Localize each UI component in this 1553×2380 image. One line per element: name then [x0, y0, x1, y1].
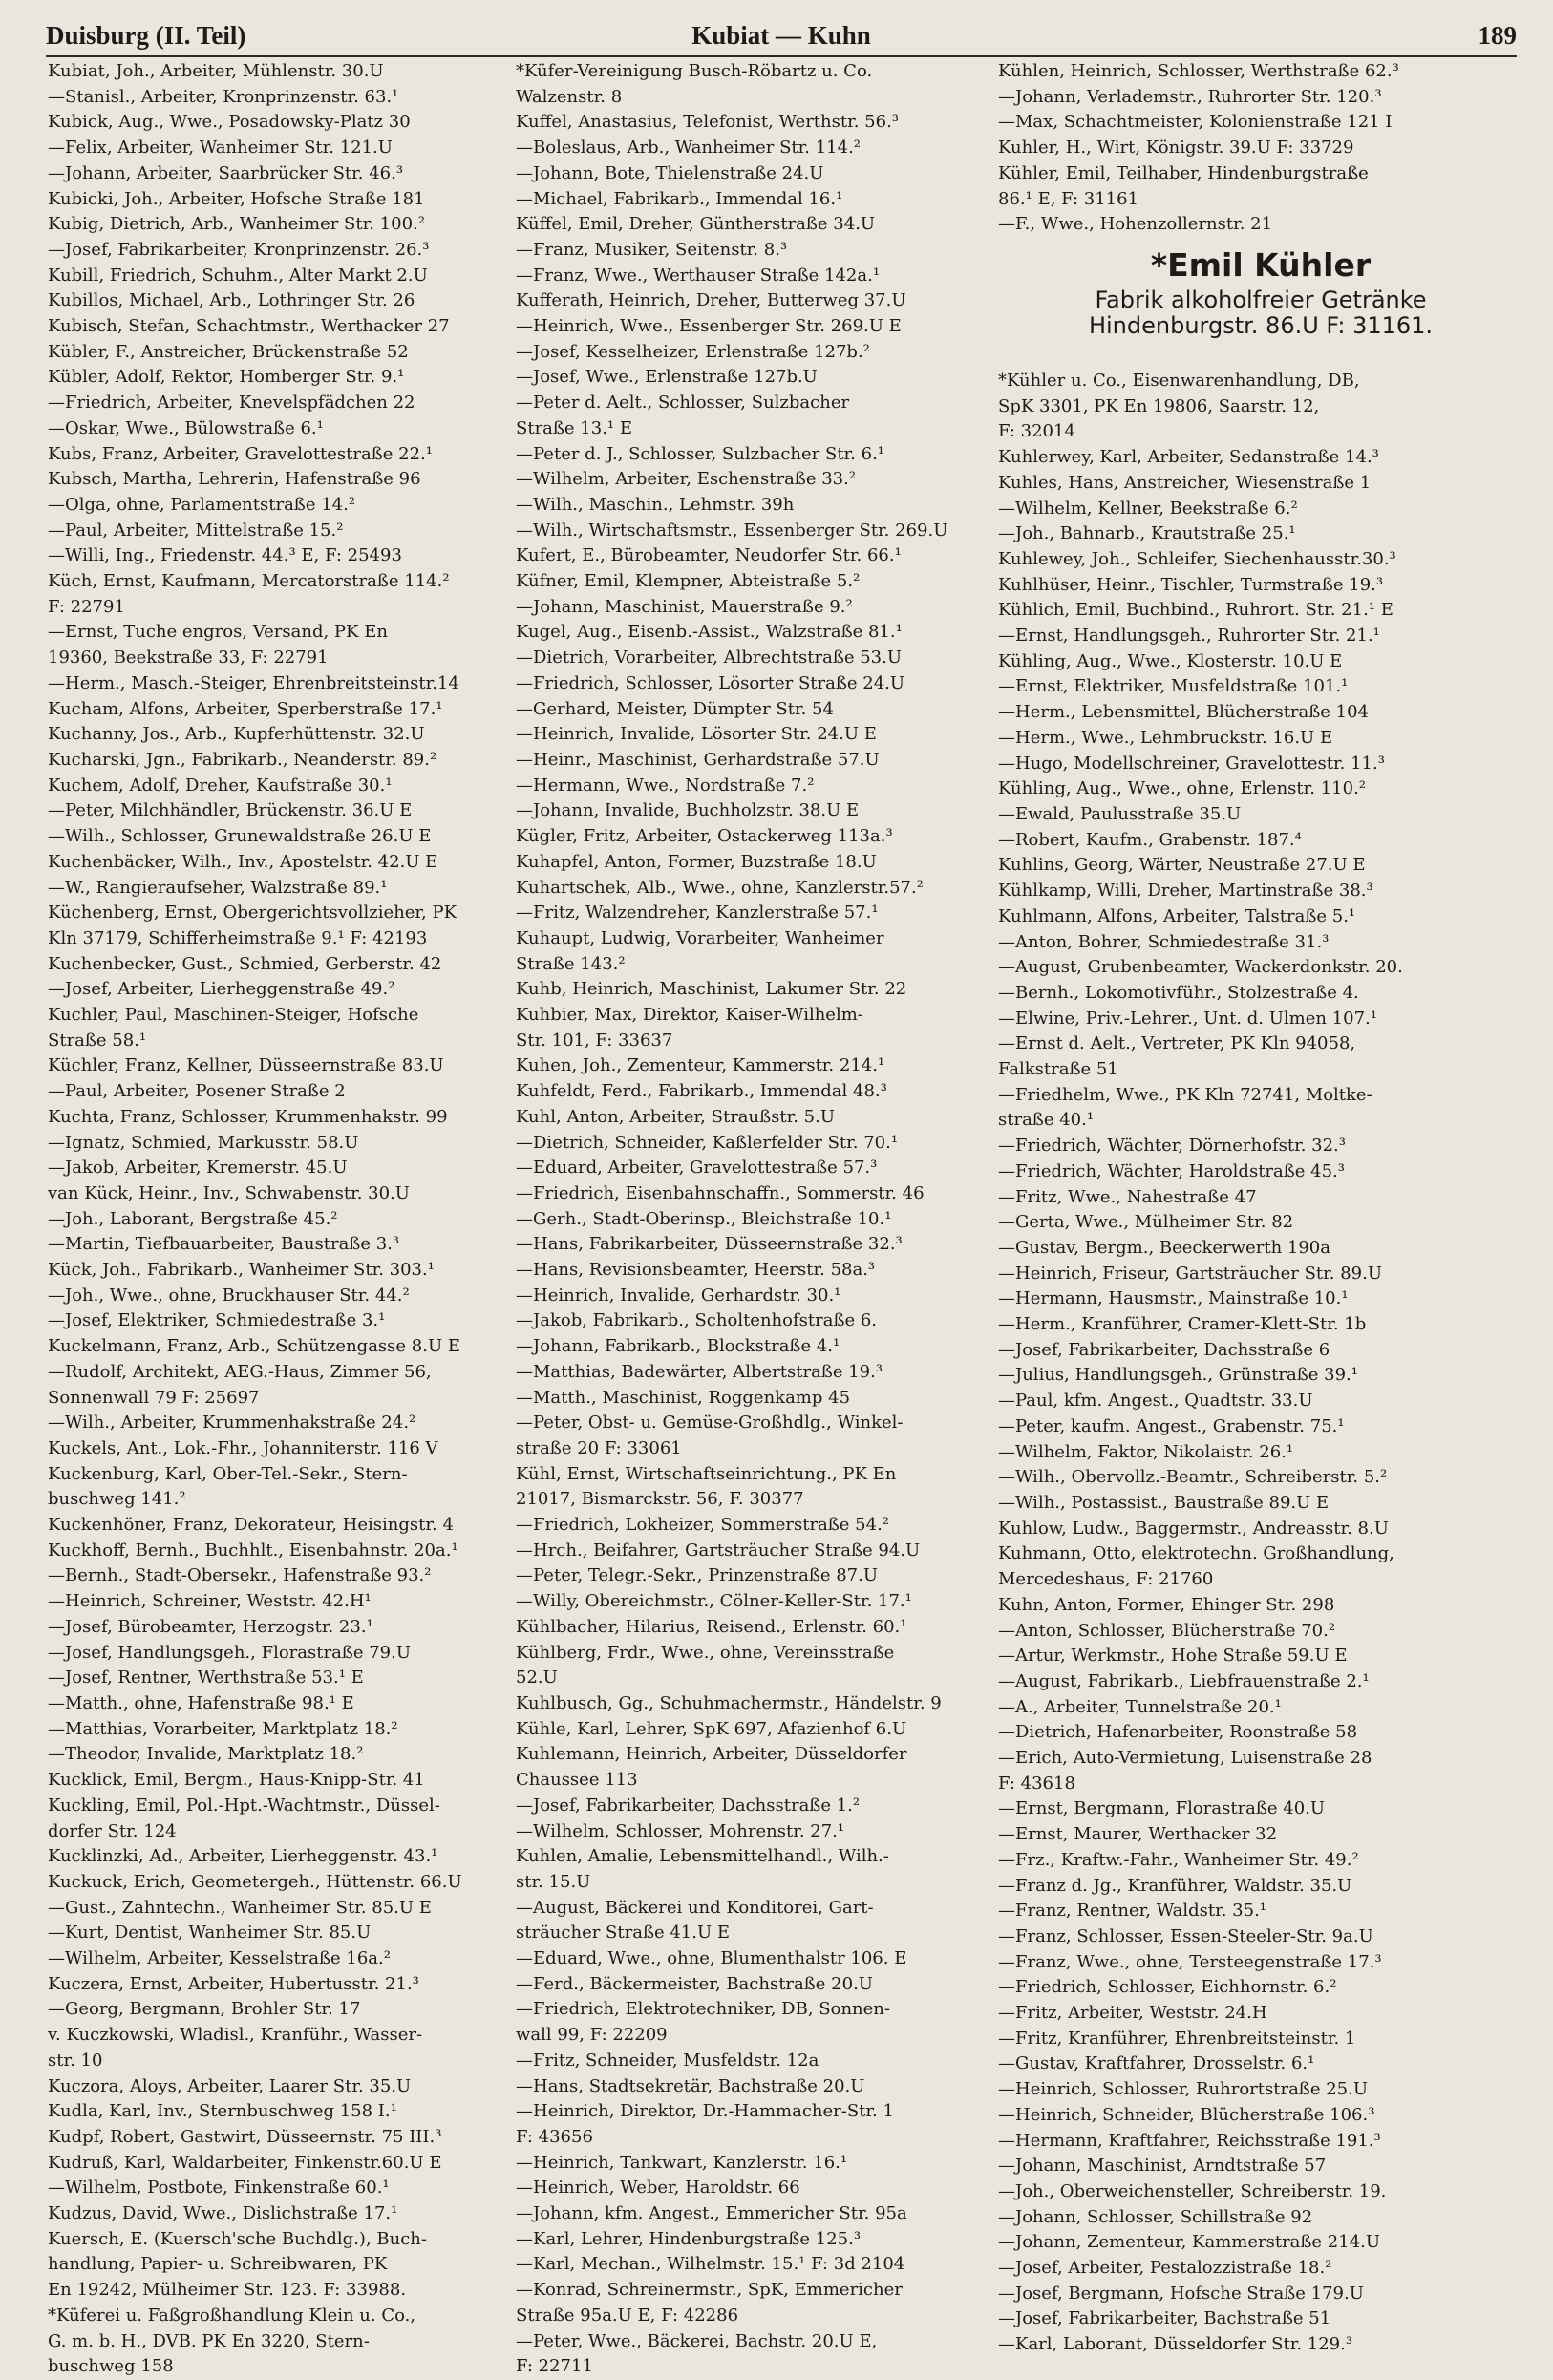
directory-entry: F: 22711	[516, 2356, 593, 2377]
page-header	[46, 17, 1517, 57]
directory-entry: —Konrad, Schreinermstr., SpK, Emmericher	[516, 2280, 903, 2301]
directory-entry: —Heinrich, Tankwart, Kanzlerstr. 16.¹	[516, 2152, 848, 2173]
directory-entry: —Johann, Bote, Thielenstraße 24.U	[516, 162, 824, 183]
directory-entry: —August, Bäckerei und Konditorei, Gart-	[516, 1897, 874, 1918]
directory-entry: Kuhmann, Otto, elektrotechn. Großhandlung,	[998, 1543, 1394, 1564]
header-city: Duisburg (II. Teil)	[46, 21, 246, 50]
directory-entry: —Ernst, Tuche engros, Versand, PK En	[48, 622, 388, 643]
directory-entry: handlung, Papier- u. Schreibwaren, PK	[48, 2254, 388, 2275]
directory-entry: —Georg, Bergmann, Brohler Str. 17	[48, 1999, 361, 2020]
directory-entry: Kuhbier, Max, Direktor, Kaiser-Wilhelm-	[516, 1005, 863, 1026]
advertisement-line: Hindenburgstr. 86.U F: 31161.	[1088, 312, 1434, 340]
directory-entry: Walzenstr. 8	[516, 86, 623, 107]
column-3	[998, 59, 1523, 2358]
directory-entry: —Johann, Fabrikarb., Blockstraße 4.¹	[516, 1336, 840, 1357]
directory-entry: Mercedeshaus, F: 21760	[998, 1569, 1214, 1590]
directory-entry: str. 10	[48, 2050, 103, 2071]
directory-entry: buschweg 158	[48, 2356, 174, 2377]
directory-entry: —Willy, Obereichmstr., Cölner-Keller-Str. 17.¹	[516, 1591, 912, 1612]
directory-entry: —Felix, Arbeiter, Wanheimer Str. 121.U	[48, 138, 393, 159]
directory-entry: —Josef, Arbeiter, Pestalozzistraße 18.²	[998, 2258, 1332, 2279]
directory-entry: —Matth., Maschinist, Roggenkamp 45	[516, 1387, 851, 1408]
directory-entry: —Friedrich, Wächter, Dörnerhofstr. 32.³	[998, 1136, 1346, 1157]
directory-entry: —Herm., Kranführer, Cramer-Klett-Str. 1b	[998, 1314, 1367, 1335]
directory-entry: Kuhb, Heinrich, Maschinist, Lakumer Str. 22	[516, 979, 907, 1000]
directory-entry: —Fritz, Walzendreher, Kanzlerstraße 57.¹	[516, 903, 879, 924]
directory-entry: —Gustav, Bergm., Beeckerwerth 190a	[998, 1237, 1330, 1258]
header-name-range: Kubiat — Kuhn	[691, 21, 871, 50]
column-2	[516, 59, 989, 2380]
directory-entry: —Hrch., Beifahrer, Gartsträucher Straße 94.U	[516, 1540, 921, 1561]
page-number: 189	[1478, 21, 1517, 50]
directory-entry: Kubsch, Martha, Lehrerin, Hafenstraße 96	[48, 469, 421, 490]
directory-entry: —Joh., Laborant, Bergstraße 45.²	[48, 1208, 338, 1229]
directory-entry: —Heinrich, Weber, Haroldstr. 66	[516, 2178, 800, 2199]
directory-entry: —Hermann, Kraftfahrer, Reichsstraße 191.³	[998, 2130, 1381, 2151]
directory-entry: SpK 3301, PK En 19806, Saarstr. 12,	[998, 395, 1320, 416]
directory-entry: Küch, Ernst, Kaufmann, Mercatorstraße 114.²	[48, 571, 450, 592]
directory-entry: —Franz d. Jg., Kranführer, Waldstr. 35.U	[998, 1875, 1352, 1896]
directory-entry: Sonnenwall 79 F: 25697	[48, 1387, 260, 1408]
directory-entry: Kuchanny, Jos., Arb., Kupferhüttenstr. 32.U	[48, 724, 425, 745]
directory-entry: —Josef, Bürobeamter, Herzogstr. 23.¹	[48, 1616, 373, 1637]
directory-entry: —Heinr., Maschinist, Gerhardstraße 57.U	[516, 749, 880, 770]
directory-entry: —Peter d. Aelt., Schlosser, Sulzbacher	[516, 393, 850, 414]
directory-entry: Kuczera, Ernst, Arbeiter, Hubertusstr. 21.³	[48, 1973, 419, 1994]
directory-entry: Kuhlhüser, Heinr., Tischler, Turmstraße 19.³	[998, 574, 1384, 595]
directory-entry: —Franz, Wwe., ohne, Tersteegenstraße 17.³	[998, 1951, 1382, 1972]
directory-entry: —Dietrich, Hafenarbeiter, Roonstraße 58	[998, 1722, 1358, 1743]
directory-entry: —Johann, Schlosser, Schillstraße 92	[998, 2206, 1313, 2227]
directory-entry: Kuchenbecker, Gust., Schmied, Gerberstr. 42	[48, 953, 442, 974]
directory-entry: Küffel, Emil, Dreher, Güntherstraße 34.U	[516, 214, 876, 235]
directory-entry: Kuczora, Aloys, Arbeiter, Laarer Str. 35.U	[48, 2075, 412, 2096]
directory-entry: *Kühler u. Co., Eisenwarenhandlung, DB,	[998, 371, 1360, 392]
directory-entry: Kudpf, Robert, Gastwirt, Düsseernstr. 75 III.³	[48, 2126, 442, 2147]
directory-entry: —Josef, Fabrikarbeiter, Kronprinzenstr. 26.³	[48, 239, 430, 260]
directory-entry: Küfner, Emil, Klempner, Abteistraße 5.²	[516, 571, 861, 592]
directory-entry: —Josef, Kesselheizer, Erlenstraße 127b.²	[516, 341, 870, 362]
directory-entry: Kuckhoff, Bernh., Buchhlt., Eisenbahnstr. 20a.¹	[48, 1540, 458, 1561]
directory-entry: Kuhlins, Georg, Wärter, Neustraße 27.U E	[998, 855, 1366, 876]
directory-entry: —Heinrich, Invalide, Lösorter Str. 24.U E	[516, 724, 877, 745]
directory-entry: —Wilh., Wirtschaftsmstr., Essenberger Str. 269.U	[516, 520, 948, 541]
directory-entry: Kuhl, Anton, Arbeiter, Straußstr. 5.U	[516, 1106, 836, 1127]
directory-entry: Küchler, Franz, Kellner, Düsseernstraße 83.U	[48, 1055, 444, 1076]
directory-entry: —Ewald, Paulusstraße 35.U	[998, 804, 1242, 824]
directory-entry: —Peter d. J., Schlosser, Sulzbacher Str. 6.¹	[516, 443, 885, 464]
directory-entry: Kuchler, Paul, Maschinen-Steiger, Hofsche	[48, 1005, 419, 1026]
directory-entry: 19360, Beekstraße 33, F: 22791	[48, 648, 329, 669]
directory-entry: —Paul, Arbeiter, Mittelstraße 15.²	[48, 520, 344, 541]
directory-entry: Kudruß, Karl, Waldarbeiter, Finkenstr.60.U E	[48, 2152, 442, 2173]
directory-entry: —Wilh., Maschin., Lehmstr. 39h	[516, 494, 795, 515]
directory-entry: —Johann, kfm. Angest., Emmericher Str. 95a	[516, 2203, 907, 2224]
directory-entry: —W., Rangieraufseher, Walzstraße 89.¹	[48, 877, 388, 898]
directory-entry: 21017, Bismarckstr. 56, F. 30377	[516, 1489, 804, 1510]
directory-entry: 86.¹ E, F: 31161	[998, 188, 1139, 209]
directory-entry: Kühling, Aug., Wwe., ohne, Erlenstr. 110.²	[998, 778, 1367, 799]
directory-entry: —Hermann, Hausmstr., Mainstraße 10.¹	[998, 1288, 1349, 1309]
directory-entry: —Friedrich, Arbeiter, Knevelspfädchen 22	[48, 393, 415, 414]
directory-entry: sträucher Straße 41.U E	[516, 1923, 731, 1944]
directory-entry: Kubig, Dietrich, Arb., Wanheimer Str. 100.²	[48, 214, 425, 235]
directory-entry: —Fritz, Kranführer, Ehrenbreitsteinstr. 1	[998, 2028, 1356, 2049]
directory-entry: —Friedhelm, Wwe., PK Kln 72741, Moltke-	[998, 1084, 1372, 1105]
directory-entry: Str. 101, F: 33637	[516, 1030, 673, 1051]
directory-entry: Kubs, Franz, Arbeiter, Gravelottestraße 22.¹	[48, 443, 433, 464]
directory-entry: —Friedrich, Schlosser, Lösorter Straße 24.U	[516, 672, 905, 693]
directory-entry: —Stanisl., Arbeiter, Kronprinzenstr. 63.¹	[48, 86, 399, 107]
directory-entry: F: 22791	[48, 596, 125, 617]
directory-entry: —Martin, Tiefbauarbeiter, Baustraße 3.³	[48, 1234, 400, 1255]
directory-entry: Chaussee 113	[516, 1770, 638, 1791]
directory-entry: Kuckels, Ant., Lok.-Fhr., Johanniterstr. 116 V	[48, 1437, 438, 1458]
directory-entry: —Herm., Masch.-Steiger, Ehrenbreitsteinstr.14	[48, 672, 459, 693]
directory-entry: —Heinrich, Friseur, Gartsträucher Str. 89.U	[998, 1263, 1383, 1284]
directory-entry: —Julius, Handlungsgeh., Grünstraße 39.¹	[998, 1365, 1358, 1386]
directory-entry: —Johann, Invalide, Buchholzstr. 38.U E	[516, 800, 860, 821]
directory-entry: Kuckenhöner, Franz, Dekorateur, Heisingstr. 4	[48, 1515, 454, 1536]
directory-entry: Kucharski, Jgn., Fabrikarb., Neanderstr. 89.²	[48, 749, 437, 770]
directory-entry: Kuchenbäcker, Wilh., Inv., Apostelstr. 42.U E	[48, 851, 438, 872]
directory-entry: Kügler, Fritz, Arbeiter, Ostackerweg 113a.³	[516, 826, 893, 847]
directory-entry: —Ernst, Handlungsgeh., Ruhrorter Str. 21.¹	[998, 626, 1380, 647]
directory-entry: En 19242, Mülheimer Str. 123. F: 33988.	[48, 2280, 407, 2301]
directory-entry: —Johann, Maschinist, Mauerstraße 9.²	[516, 596, 853, 617]
directory-entry: Kuhen, Joh., Zementeur, Kammerstr. 214.¹	[516, 1055, 885, 1076]
directory-entry: —Heinrich, Wwe., Essenberger Str. 269.U E	[516, 316, 902, 337]
directory-entry: —Eduard, Wwe., ohne, Blumenthalstr 106. E	[516, 1948, 907, 1969]
directory-entry: —Johann, Maschinist, Arndtstraße 57	[998, 2156, 1327, 2177]
directory-entry: —Josef, Bergmann, Hofsche Straße 179.U	[998, 2283, 1364, 2304]
directory-entry: Straße 58.¹	[48, 1030, 147, 1051]
directory-entry: —August, Grubenbeamter, Wackerdonkstr. 20.	[998, 957, 1403, 978]
directory-entry: Kuhlewey, Joh., Schleifer, Siechenhausstr.30.³	[998, 548, 1396, 569]
directory-entry: —Peter, Obst- u. Gemüse-Großhdlg., Winkel-	[516, 1413, 904, 1434]
directory-entry: Kudzus, David, Wwe., Dislichstraße 17.¹	[48, 2203, 398, 2224]
directory-entry: —Olga, ohne, Parlamentstraße 14.²	[48, 494, 356, 515]
directory-entry: —Ernst, Elektriker, Musfeldstraße 101.¹	[998, 676, 1349, 697]
directory-entry: —Matthias, Badewärter, Albertstraße 19.³	[516, 1361, 883, 1382]
directory-entry: —Friedrich, Eisenbahnschaffn., Sommerstr. 46	[516, 1182, 925, 1203]
directory-entry: —Wilh., Schlosser, Grunewaldstraße 26.U E	[48, 826, 432, 847]
directory-entry: Kln 37179, Schifferheimstraße 9.¹ F: 42193	[48, 927, 428, 948]
directory-entry: —Herm., Lebensmittel, Blücherstraße 104	[998, 702, 1370, 723]
directory-entry: —Johann, Verlademstr., Ruhrorter Str. 120.³	[998, 86, 1382, 107]
directory-entry: —Gerhard, Meister, Dümpter Str. 54	[516, 698, 834, 719]
directory-entry: —Hugo, Modellschreiner, Gravelottestr. 11.³	[998, 753, 1385, 774]
directory-entry: Kucham, Alfons, Arbeiter, Sperberstraße 17.¹	[48, 698, 443, 719]
directory-entry: —Ignatz, Schmied, Markusstr. 58.U	[48, 1132, 359, 1153]
directory-entry: —Max, Schachtmeister, Kolonienstraße 121 I	[998, 112, 1393, 133]
directory-entry: —Heinrich, Schreiner, Weststr. 42.H¹	[48, 1591, 372, 1612]
directory-entry: dorfer Str. 124	[48, 1820, 177, 1841]
directory-entry: —Franz, Wwe., Werthauser Straße 142a.¹	[516, 265, 881, 286]
directory-entry: Kugel, Aug., Eisenb.-Assist., Walzstraße 81.¹	[516, 622, 903, 643]
directory-entry: —Friedrich, Elektrotechniker, DB, Sonnen-	[516, 1999, 890, 2020]
directory-entry: —A., Arbeiter, Tunnelstraße 20.¹	[998, 1696, 1282, 1717]
directory-entry: Kuersch, E. (Kuersch'sche Buchdlg.), Buch-	[48, 2228, 427, 2249]
directory-entry: Kuhlbusch, Gg., Schuhmachermstr., Händelstr. 9	[516, 1693, 942, 1713]
directory-entry: Kübler, Adolf, Rektor, Homberger Str. 9.¹	[48, 367, 405, 388]
directory-entry: Kuhartschek, Alb., Wwe., ohne, Kanzlerstr.57.²	[516, 877, 924, 898]
directory-entry: —Wilhelm, Postbote, Finkenstraße 60.¹	[48, 2178, 390, 2199]
directory-entry: Kudla, Karl, Inv., Sternbuschweg 158 I.¹	[48, 2101, 397, 2122]
directory-entry: —Joh., Bahnarb., Krautstraße 25.¹	[998, 523, 1296, 544]
directory-entry: Straße 13.¹ E	[516, 417, 633, 438]
directory-entry: —Ferd., Bäckermeister, Bachstraße 20.U	[516, 1973, 873, 1994]
directory-entry: —Gerta, Wwe., Mülheimer Str. 82	[998, 1212, 1294, 1233]
directory-entry: Kubiat, Joh., Arbeiter, Mühlenstr. 30.U	[48, 61, 384, 81]
directory-entry: —Gust., Zahntechn., Wanheimer Str. 85.U E	[48, 1897, 432, 1918]
directory-entry: Kuhn, Anton, Former, Ehinger Str. 298	[998, 1594, 1335, 1615]
directory-entry: —Peter, Milchhändler, Brückenstr. 36.U E	[48, 800, 413, 821]
directory-entry: Kufert, E., Bürobeamter, Neudorfer Str. 66.¹	[516, 545, 902, 566]
directory-entry: —Johann, Arbeiter, Saarbrücker Str. 46.³	[48, 162, 404, 183]
directory-entry: —Hermann, Wwe., Nordstraße 7.²	[516, 775, 815, 796]
directory-entry: *Küfer-Vereinigung Busch-Röbartz u. Co.	[516, 61, 873, 81]
directory-entry: buschweg 141.²	[48, 1489, 186, 1510]
directory-entry: —Kurt, Dentist, Wanheimer Str. 85.U	[48, 1923, 372, 1944]
directory-entry: —Johann, Zementeur, Kammerstraße 214.U	[998, 2232, 1381, 2253]
directory-entry: —Theodor, Invalide, Marktplatz 18.²	[48, 1744, 364, 1765]
directory-entry: —Friedrich, Schlosser, Eichhornstr. 6.²	[998, 1977, 1337, 1998]
directory-entry: Küchenberg, Ernst, Obergerichtsvollzieher, PK	[48, 903, 457, 924]
directory-entry: F: 43656	[516, 2126, 593, 2147]
directory-entry: —Gustav, Kraftfahrer, Drosselstr. 6.¹	[998, 2053, 1315, 2074]
directory-entry: Kühlich, Emil, Buchbind., Ruhrort. Str. 21.¹ E	[998, 600, 1393, 621]
directory-entry: Kubick, Aug., Wwe., Posadowsky-Platz 30	[48, 112, 411, 133]
directory-entry: Kuchem, Adolf, Dreher, Kaufstraße 30.¹	[48, 775, 393, 796]
directory-entry: Kuckling, Emil, Pol.-Hpt.-Wachtmstr., Düssel-	[48, 1795, 440, 1816]
directory-entry: —Wilhelm, Schlosser, Mohrenstr. 27.¹	[516, 1820, 845, 1841]
directory-entry: Kuhlmann, Alfons, Arbeiter, Talstraße 5.¹	[998, 905, 1356, 926]
directory-entry: —Josef, Handlungsgeh., Florastraße 79.U	[48, 1642, 412, 1663]
directory-entry: Kuhfeldt, Ferd., Fabrikarb., Immendal 48.³	[516, 1081, 887, 1102]
directory-entry: —Franz, Schlosser, Essen-Steeler-Str. 9a.U	[998, 1925, 1373, 1946]
directory-entry: —Robert, Kaufm., Grabenstr. 187.⁴	[998, 829, 1302, 850]
directory-entry: —Peter, Telegr.-Sekr., Prinzenstraße 87.U	[516, 1565, 879, 1586]
directory-entry: —Peter, kaufm. Angest., Grabenstr. 75.¹	[998, 1415, 1345, 1436]
directory-entry: Straße 143.²	[516, 953, 626, 974]
directory-entry: Kühlberg, Frdr., Wwe., ohne, Vereinsstraße	[516, 1642, 895, 1663]
directory-entry: —Bernh., Stadt-Obersekr., Hafenstraße 93.²	[48, 1565, 432, 1586]
directory-entry: Kufferath, Heinrich, Dreher, Butterweg 37.U	[516, 290, 906, 311]
directory-entry: —Karl, Laborant, Düsseldorfer Str. 129.³	[998, 2334, 1353, 2355]
directory-entry: —Paul, kfm. Angest., Quadtstr. 33.U	[998, 1391, 1313, 1412]
directory-entry: —Friedrich, Lokheizer, Sommerstraße 54.²	[516, 1515, 890, 1536]
directory-entry: —Karl, Mechan., Wilhelmstr. 15.¹ F: 3d 2104	[516, 2254, 905, 2275]
advertisement	[998, 247, 1523, 340]
directory-entry: —Artur, Werkmstr., Hohe Straße 59.U E	[998, 1646, 1348, 1667]
directory-entry: —Bernh., Lokomotivführ., Stolzestraße 4.	[998, 982, 1359, 1003]
advertisement-line: Fabrik alkoholfreier Getränke	[1095, 286, 1427, 313]
directory-entry: —Josef, Arbeiter, Lierheggenstraße 49.²	[48, 979, 395, 1000]
directory-entry: —Franz, Rentner, Waldstr. 35.¹	[998, 1901, 1267, 1922]
directory-entry: —Heinrich, Invalide, Gerhardstr. 30.¹	[516, 1285, 841, 1306]
directory-entry: wall 99, F: 22209	[516, 2025, 668, 2046]
directory-entry: —Willi, Ing., Friedenstr. 44.³ E, F: 25493	[48, 545, 402, 566]
directory-entry: —Joh., Oberweichensteller, Schreiberstr. 19.	[998, 2180, 1387, 2201]
directory-entry: —Ernst, Bergmann, Florastraße 40.U	[998, 1798, 1326, 1819]
directory-entry: —Josef, Fabrikarbeiter, Dachsstraße 1.²	[516, 1795, 861, 1816]
directory-entry: Kubill, Friedrich, Schuhm., Alter Markt 2.U	[48, 265, 428, 286]
directory-entry: Kuchta, Franz, Schlosser, Krummenhakstr. 99	[48, 1106, 448, 1127]
directory-entry: Kuhler, H., Wirt, Königstr. 39.U F: 33729	[998, 138, 1354, 159]
directory-entry: straße 20 F: 33061	[516, 1437, 682, 1458]
directory-entry: —Heinrich, Schneider, Blücherstraße 106.³	[998, 2104, 1375, 2125]
directory-entry: Kubillos, Michael, Arb., Lothringer Str. 26	[48, 290, 415, 311]
directory-entry: —Fritz, Wwe., Nahestraße 47	[998, 1186, 1257, 1207]
directory-entry: Kuhlow, Ludw., Baggermstr., Andreasstr. 8.U	[998, 1518, 1389, 1539]
directory-entry: Kuhlemann, Heinrich, Arbeiter, Düsseldorfer	[516, 1744, 907, 1765]
directory-entry: —Josef, Fabrikarbeiter, Bachstraße 51	[998, 2308, 1331, 2329]
directory-entry: —Wilhelm, Faktor, Nikolaistr. 26.¹	[998, 1441, 1294, 1462]
directory-entry: Kühling, Aug., Wwe., Klosterstr. 10.U E	[998, 650, 1343, 671]
directory-entry: —Elwine, Priv.-Lehrer., Unt. d. Ulmen 107.¹	[998, 1008, 1377, 1029]
directory-entry: —Anton, Bohrer, Schmiedestraße 31.³	[998, 931, 1330, 952]
directory-entry: *Küferei u. Faßgroßhandlung Klein u. Co.,	[48, 2305, 416, 2326]
directory-entry: —Wilh., Obervollz.-Beamtr., Schreiberstr. 5.²	[998, 1467, 1388, 1488]
directory-entry: —Josef, Wwe., Erlenstraße 127b.U	[516, 367, 818, 388]
advertisement-name: *Emil Kühler	[1150, 245, 1372, 284]
directory-entry: —Josef, Elektriker, Schmiedestraße 3.¹	[48, 1310, 386, 1331]
directory-entry: —Heinrich, Direktor, Dr.-Hammacher-Str. 1	[516, 2101, 894, 2122]
directory-entry: —Wilhelm, Arbeiter, Eschenstraße 33.²	[516, 469, 857, 490]
directory-entry: —Ernst, Maurer, Werthacker 32	[998, 1824, 1278, 1845]
directory-entry: Kühlen, Heinrich, Schlosser, Werthstraße 62.³	[998, 61, 1399, 81]
directory-entry: Kübler, F., Anstreicher, Brückenstraße 52	[48, 341, 409, 362]
directory-entry: straße 40.¹	[998, 1110, 1095, 1131]
directory-entry: G. m. b. H., DVB. PK En 3220, Stern-	[48, 2330, 370, 2351]
directory-entry: —Matth., ohne, Hafenstraße 98.¹ E	[48, 1693, 354, 1713]
directory-entry: —Fritz, Schneider, Musfeldstr. 12a	[516, 2050, 819, 2071]
directory-entry: —F., Wwe., Hohenzollernstr. 21	[998, 214, 1273, 235]
directory-entry: —Karl, Lehrer, Hindenburgstraße 125.³	[516, 2228, 862, 2249]
directory-entry: —Anton, Schlosser, Blücherstraße 70.²	[998, 1620, 1336, 1641]
directory-entry: 52.U	[516, 1668, 558, 1689]
directory-entry: —Michael, Fabrikarb., Immendal 16.¹	[516, 188, 843, 209]
directory-entry: —Matthias, Vorarbeiter, Marktplatz 18.²	[48, 1718, 398, 1739]
directory-entry: Kucklinzki, Ad., Arbeiter, Lierheggenstr. 43.¹	[48, 1846, 438, 1867]
directory-entry: v. Kuczkowski, Wladisl., Kranführ., Wasser-	[48, 2025, 423, 2046]
directory-entry: Straße 95a.U E, F: 42286	[516, 2305, 739, 2326]
directory-entry: —Wilh., Postassist., Baustraße 89.U E	[998, 1492, 1330, 1513]
directory-entry: —August, Fabrikarb., Liebfrauenstraße 2.¹	[998, 1670, 1370, 1691]
directory-entry: —Dietrich, Schneider, Kaßlerfelder Str. 70.¹	[516, 1132, 899, 1153]
directory-entry: —Ernst d. Aelt., Vertreter, PK Kln 94058,	[998, 1033, 1356, 1054]
directory-entry: Kühle, Karl, Lehrer, SpK 697, Afazienhof 6.U	[516, 1718, 907, 1739]
directory-entry: Kucklick, Emil, Bergm., Haus-Knipp-Str. 41	[48, 1770, 425, 1791]
directory-entry: Kuhlen, Amalie, Lebensmittelhandl., Wilh.-	[516, 1846, 889, 1867]
directory-entry: —Jakob, Arbeiter, Kremerstr. 45.U	[48, 1158, 348, 1179]
column-1	[48, 59, 499, 2380]
directory-entry: —Rudolf, Architekt, AEG.-Haus, Zimmer 56,	[48, 1361, 432, 1382]
directory-entry: —Joh., Wwe., ohne, Bruckhauser Str. 44.²	[48, 1285, 410, 1306]
directory-entry: —Friedrich, Wächter, Haroldstraße 45.³	[998, 1160, 1345, 1181]
directory-entry: Kubicki, Joh., Arbeiter, Hofsche Straße 181	[48, 188, 425, 209]
directory-entry: Kuhaupt, Ludwig, Vorarbeiter, Wanheimer	[516, 927, 884, 948]
directory-entry: —Jakob, Fabrikarb., Scholtenhofstraße 6.	[516, 1310, 878, 1331]
directory-entry: F: 43618	[998, 1773, 1075, 1794]
directory-entry: Kuckuck, Erich, Geometergeh., Hüttenstr. 66.U	[48, 1871, 462, 1892]
directory-entry: F: 32014	[998, 421, 1075, 442]
directory-entry: Kuhles, Hans, Anstreicher, Wiesenstraße 1	[998, 472, 1372, 493]
directory-entry: —Fritz, Arbeiter, Weststr. 24.H	[998, 2003, 1267, 2024]
directory-entry: —Hans, Fabrikarbeiter, Düsseernstraße 32.³	[516, 1234, 903, 1255]
directory-entry: —Dietrich, Vorarbeiter, Albrechtstraße 53.U	[516, 648, 903, 669]
directory-entry: —Josef, Rentner, Werthstraße 53.¹ E	[48, 1668, 364, 1689]
directory-entry: —Hans, Revisionsbeamter, Heerstr. 58a.³	[516, 1260, 876, 1281]
directory-entry: Kuhapfel, Anton, Former, Buzstraße 18.U	[516, 851, 877, 872]
directory-entry: —Herm., Wwe., Lehmbruckstr. 16.U E	[998, 727, 1333, 748]
directory-entry: Kubisch, Stefan, Schachtmstr., Werthacker 27	[48, 316, 450, 337]
directory-entry: —Oskar, Wwe., Bülowstraße 6.¹	[48, 417, 324, 438]
directory-entry: —Eduard, Arbeiter, Gravelottestraße 57.³	[516, 1158, 878, 1179]
directory-entry: —Wilh., Arbeiter, Krummenhakstraße 24.²	[48, 1413, 416, 1434]
directory-entry: —Peter, Wwe., Bäckerei, Bachstr. 20.U E,	[516, 2330, 878, 2351]
directory-entry: —Franz, Musiker, Seitenstr. 8.³	[516, 239, 788, 260]
directory-entry: —Boleslaus, Arb., Wanheimer Str. 114.²	[516, 138, 862, 159]
directory-entry: —Erich, Auto-Vermietung, Luisenstraße 28	[998, 1748, 1372, 1769]
directory-entry: Kuhlerwey, Karl, Arbeiter, Sedanstraße 14.³	[998, 447, 1379, 468]
directory-entry: —Heinrich, Schlosser, Ruhrortstraße 25.U	[998, 2079, 1368, 2100]
directory-entry: Kuffel, Anastasius, Telefonist, Werthstr. 56.³	[516, 112, 900, 133]
directory-entry: Kuckelmann, Franz, Arb., Schützengasse 8.U E	[48, 1336, 460, 1357]
directory-entry: —Josef, Fabrikarbeiter, Dachsstraße 6	[998, 1339, 1330, 1360]
directory-entry: —Frz., Kraftw.-Fahr., Wanheimer Str. 49.²	[998, 1849, 1359, 1870]
directory-entry: —Hans, Stadtsekretär, Bachstraße 20.U	[516, 2075, 865, 2096]
directory-entry: Kühler, Emil, Teilhaber, Hindenburgstraße	[998, 162, 1369, 183]
directory-entry: Kuckenburg, Karl, Ober-Tel.-Sekr., Stern-	[48, 1463, 408, 1484]
directory-entry: Falkstraße 51	[998, 1059, 1118, 1080]
directory-entry: —Wilhelm, Kellner, Beekstraße 6.²	[998, 498, 1298, 519]
directory-entry: —Paul, Arbeiter, Posener Straße 2	[48, 1081, 346, 1102]
directory-entry: —Gerh., Stadt-Oberinsp., Bleichstraße 10.¹	[516, 1208, 892, 1229]
directory-entry: van Kück, Heinr., Inv., Schwabenstr. 30.U	[48, 1182, 410, 1203]
directory-entry: —Wilhelm, Arbeiter, Kesselstraße 16a.²	[48, 1948, 391, 1969]
directory-entry: Kühl, Ernst, Wirtschaftseinrichtung., PK En	[516, 1463, 897, 1484]
directory-entry: Kühlbacher, Hilarius, Reisend., Erlenstr. 60.¹	[516, 1616, 907, 1637]
directory-entry: str. 15.U	[516, 1871, 591, 1892]
directory-entry: Kühlkamp, Willi, Dreher, Martinstraße 38.³	[998, 881, 1373, 902]
directory-entry: Kück, Joh., Fabrikarb., Wanheimer Str. 303.¹	[48, 1260, 435, 1281]
